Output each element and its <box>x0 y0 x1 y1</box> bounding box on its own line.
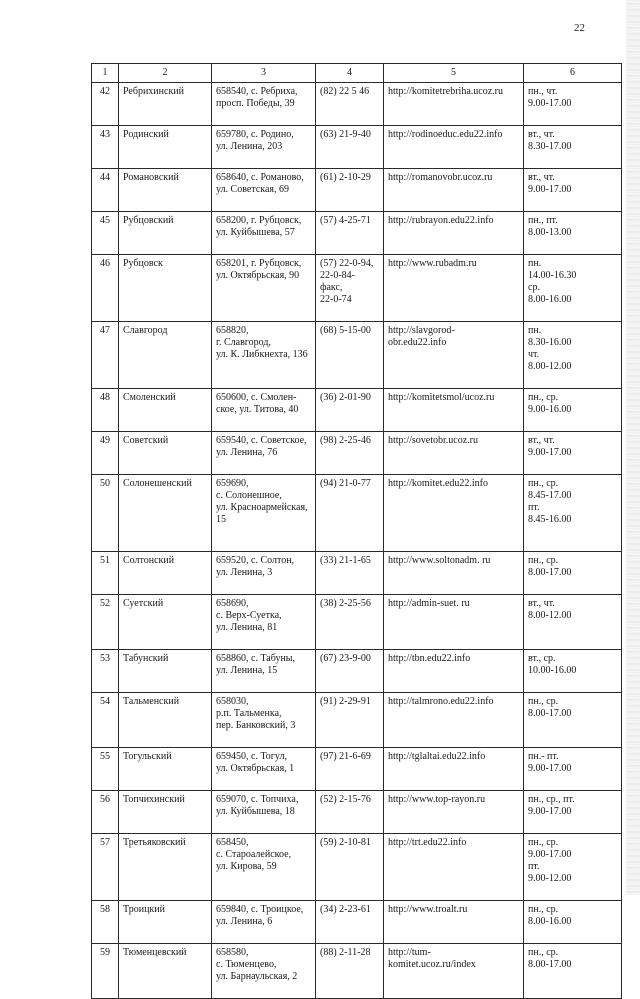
website: http://rodinoeduc.edu22.info <box>384 126 524 169</box>
address: 658580, с. Тюменцево, ул. Барнаульская, 2 <box>212 944 316 999</box>
address: 658540, с. Ребриха, просп. Победы, 39 <box>212 83 316 126</box>
header-row <box>92 64 622 83</box>
website: http://tbn.edu22.info <box>384 650 524 693</box>
phone: (36) 2-01-90 <box>316 389 384 432</box>
row-number: 52 <box>92 595 119 650</box>
phone: (52) 2-15-76 <box>316 791 384 834</box>
hours: пн., ср. 8.00-16.00 <box>524 901 622 944</box>
header-cell-1: 1 <box>92 64 119 83</box>
website: http://www.top-rayon.ru <box>384 791 524 834</box>
address: 658640, с. Романово, ул. Советская, 69 <box>212 169 316 212</box>
district-name: Третьяковский <box>119 834 212 901</box>
row-number: 59 <box>92 944 119 999</box>
hours: пн., ср. 8.00-17.00 <box>524 552 622 595</box>
phone: (67) 23-9-00 <box>316 650 384 693</box>
table-row <box>92 834 622 901</box>
row-number: 46 <box>92 255 119 322</box>
hours: вт., чт. 8.00-12.00 <box>524 595 622 650</box>
row-number: 42 <box>92 83 119 126</box>
address: 659780, с. Родино, ул. Ленина, 203 <box>212 126 316 169</box>
website: http://romanovobr.ucoz.ru <box>384 169 524 212</box>
row-number: 51 <box>92 552 119 595</box>
phone: (97) 21-6-69 <box>316 748 384 791</box>
hours: пн. 8.30-16.00 чт. 8.00-12.00 <box>524 322 622 389</box>
page-number: 22 <box>574 22 585 34</box>
hours: пн., ср., пт. 9.00-17.00 <box>524 791 622 834</box>
phone: (61) 2-10-29 <box>316 169 384 212</box>
row-number: 45 <box>92 212 119 255</box>
scan-edge <box>626 0 640 895</box>
row-number: 53 <box>92 650 119 693</box>
address: 658690, с. Верх-Суетка, ул. Ленина, 81 <box>212 595 316 650</box>
district-name: Тюменцевский <box>119 944 212 999</box>
website: http://tum- komitet.ucoz.ru/index <box>384 944 524 999</box>
phone: (38) 2-25-56 <box>316 595 384 650</box>
hours: вт., ср. 10.00-16.00 <box>524 650 622 693</box>
website: http://komitetsmol/ucoz.ru <box>384 389 524 432</box>
address: 659070, с. Топчиха, ул. Куйбышева, 18 <box>212 791 316 834</box>
address: 658200, г. Рубцовск, ул. Куйбышева, 57 <box>212 212 316 255</box>
address: 659840, с. Троицкое, ул. Ленина, 6 <box>212 901 316 944</box>
district-name: Славгород <box>119 322 212 389</box>
district-name: Табунский <box>119 650 212 693</box>
header-cell-6: 6 <box>524 64 622 83</box>
table-row <box>92 552 622 595</box>
header-cell-2: 2 <box>119 64 212 83</box>
district-name: Рубцовский <box>119 212 212 255</box>
address: 658030, р.п. Тальменка, пер. Банковский, 3 <box>212 693 316 748</box>
website: http://talmrono.edu22.info <box>384 693 524 748</box>
table-body <box>92 83 622 999</box>
district-name: Смоленский <box>119 389 212 432</box>
website: http://komitet.edu22.info <box>384 475 524 552</box>
address: 659450, с. Тогул, ул. Октябрьская, 1 <box>212 748 316 791</box>
row-number: 44 <box>92 169 119 212</box>
phone: (68) 5-15-00 <box>316 322 384 389</box>
hours: пн., чт. 9.00-17.00 <box>524 83 622 126</box>
table-row <box>92 475 622 552</box>
website: http://www.rubadm.ru <box>384 255 524 322</box>
phone: (88) 2-11-28 <box>316 944 384 999</box>
row-number: 50 <box>92 475 119 552</box>
district-name: Советский <box>119 432 212 475</box>
table-row <box>92 693 622 748</box>
website: http://rubrayon.edu22.info <box>384 212 524 255</box>
district-name: Ребрихинский <box>119 83 212 126</box>
table-row <box>92 322 622 389</box>
district-name: Солонешенский <box>119 475 212 552</box>
table-row <box>92 212 622 255</box>
hours: вт., чт. 9.00-17.00 <box>524 432 622 475</box>
row-number: 55 <box>92 748 119 791</box>
table-row <box>92 595 622 650</box>
district-name: Романовский <box>119 169 212 212</box>
district-name: Тальменский <box>119 693 212 748</box>
table-row <box>92 432 622 475</box>
table-row <box>92 748 622 791</box>
address: 659690, с. Солонешное, ул. Красноармейская, 15 <box>212 475 316 552</box>
district-name: Суетский <box>119 595 212 650</box>
table-row <box>92 901 622 944</box>
website: http://admin-suet. ru <box>384 595 524 650</box>
address: 658201, г. Рубцовск, ул. Октябрьская, 90 <box>212 255 316 322</box>
row-number: 49 <box>92 432 119 475</box>
district-name: Рубцовск <box>119 255 212 322</box>
district-name: Троицкий <box>119 901 212 944</box>
website: http://www.troalt.ru <box>384 901 524 944</box>
address: 659540, с. Советское, ул. Ленина, 76 <box>212 432 316 475</box>
district-name: Тогульский <box>119 748 212 791</box>
website: http://komitetrebriha.ucoz.ru <box>384 83 524 126</box>
hours: пн.- пт. 9.00-17.00 <box>524 748 622 791</box>
website: http://trt.edu22.info <box>384 834 524 901</box>
table-row <box>92 126 622 169</box>
address: 658450, с. Староалейское, ул. Кирова, 59 <box>212 834 316 901</box>
table-row <box>92 791 622 834</box>
table-row <box>92 169 622 212</box>
phone: (91) 2-29-91 <box>316 693 384 748</box>
phone: (59) 2-10-81 <box>316 834 384 901</box>
hours: вт., чт. 9.00-17.00 <box>524 169 622 212</box>
website: http://slavgorod- obr.edu22.info <box>384 322 524 389</box>
hours: пн. 14.00-16.30 ср. 8.00-16.00 <box>524 255 622 322</box>
address: 658860, с. Табуны, ул. Ленина, 15 <box>212 650 316 693</box>
phone: (33) 21-1-65 <box>316 552 384 595</box>
table-row <box>92 83 622 126</box>
website: http://www.soltonadm. ru <box>384 552 524 595</box>
district-name: Солтонский <box>119 552 212 595</box>
address: 658820, г. Славгород, ул. К. Либкнехта, 136 <box>212 322 316 389</box>
table-row <box>92 389 622 432</box>
phone: (63) 21-9-40 <box>316 126 384 169</box>
table-row <box>92 944 622 999</box>
hours: пн., ср. 9.00-16.00 <box>524 389 622 432</box>
phone: (57) 22-0-94, 22-0-84- факс, 22-0-74 <box>316 255 384 322</box>
header-cell-5: 5 <box>384 64 524 83</box>
header-cell-4: 4 <box>316 64 384 83</box>
website: http://sovetobr.ucoz.ru <box>384 432 524 475</box>
hours: пн., ср. 8.45-17.00 пт. 8.45-16.00 <box>524 475 622 552</box>
table-row <box>92 255 622 322</box>
hours: пн., пт. 8.00-13.00 <box>524 212 622 255</box>
phone: (98) 2-25-46 <box>316 432 384 475</box>
table-row <box>92 650 622 693</box>
row-number: 58 <box>92 901 119 944</box>
row-number: 48 <box>92 389 119 432</box>
row-number: 43 <box>92 126 119 169</box>
hours: пн., ср. 8.00-17.00 <box>524 944 622 999</box>
row-number: 54 <box>92 693 119 748</box>
district-name: Родинский <box>119 126 212 169</box>
hours: пн., ср. 8.00-17.00 <box>524 693 622 748</box>
district-name: Топчихинский <box>119 791 212 834</box>
phone: (94) 21-0-77 <box>316 475 384 552</box>
address: 650600, с. Смолен- ское, ул. Титова, 40 <box>212 389 316 432</box>
phone: (34) 2-23-61 <box>316 901 384 944</box>
header-cell-3: 3 <box>212 64 316 83</box>
row-number: 57 <box>92 834 119 901</box>
hours: пн., ср. 9.00-17.00 пт. 9.00-12.00 <box>524 834 622 901</box>
schedule-table <box>91 63 622 999</box>
phone: (57) 4-25-71 <box>316 212 384 255</box>
address: 659520, с. Солтон, ул. Ленина, 3 <box>212 552 316 595</box>
row-number: 56 <box>92 791 119 834</box>
phone: (82) 22 5 46 <box>316 83 384 126</box>
website: http://tglaltai.edu22.info <box>384 748 524 791</box>
row-number: 47 <box>92 322 119 389</box>
hours: вт., чт. 8.30-17.00 <box>524 126 622 169</box>
